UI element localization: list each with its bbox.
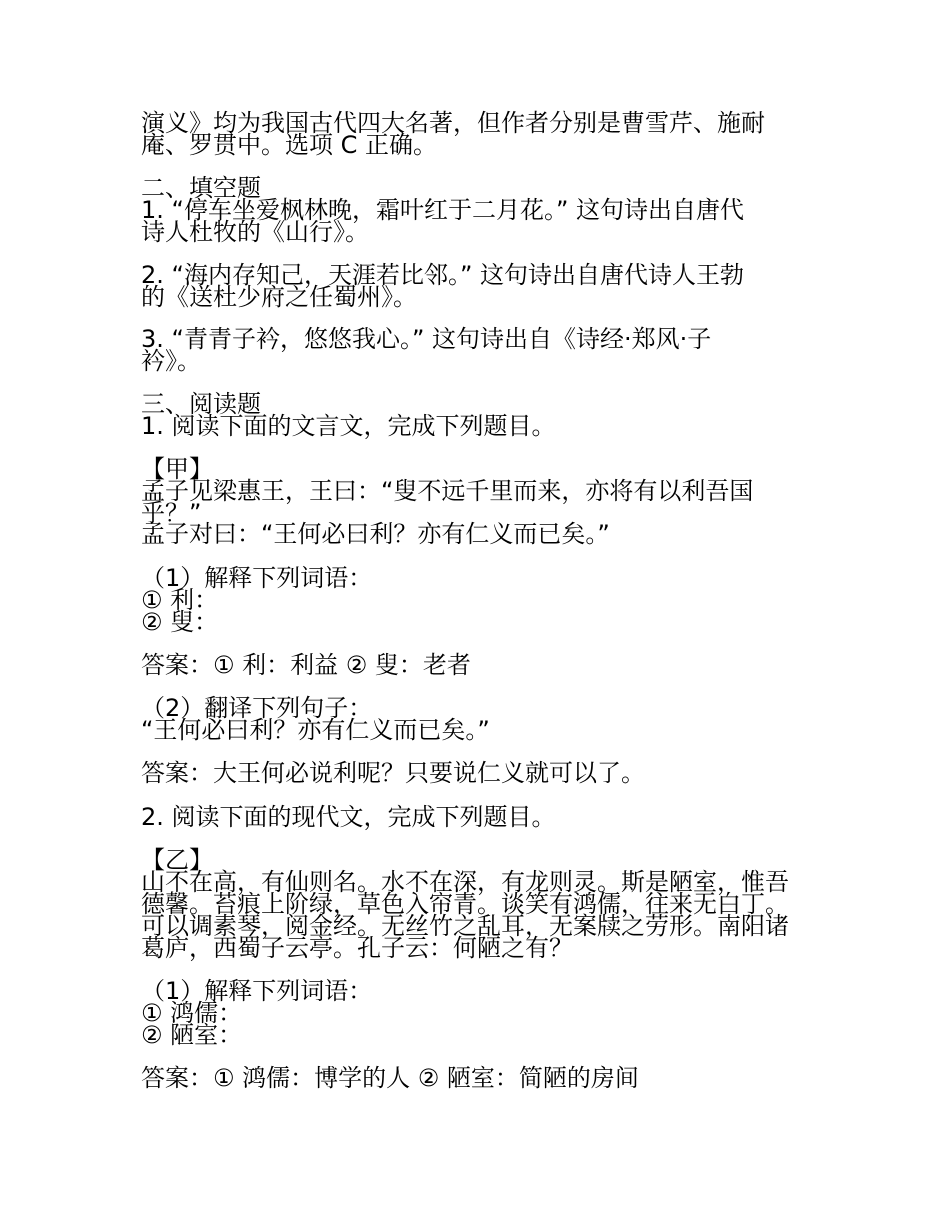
text-line: ① 利： bbox=[141, 586, 219, 614]
text-line: 乎？” bbox=[141, 499, 202, 527]
text-line: 庵、罗贯中。选项 C 正确。 bbox=[141, 131, 438, 159]
text-line: 1. “停车坐爱枫林晚，霜叶红于二月花。” 这句诗出自唐代 bbox=[141, 196, 745, 224]
answer-line: 答案：大王何必说利呢？只要说仁义就可以了。 bbox=[141, 759, 645, 787]
question-label: （2）翻译下列句子： bbox=[141, 694, 373, 722]
text-line: 2. 阅读下面的现代文，完成下列题目。 bbox=[141, 803, 556, 831]
text-line: 3. “青青子衿，悠悠我心。” 这句诗出自《诗经·郑风·子 bbox=[141, 325, 712, 353]
text-line: 诗人杜牧的《山行》。 bbox=[141, 218, 369, 246]
text-line: 的《送杜少府之任蜀州》。 bbox=[141, 283, 417, 311]
question-label: （1）解释下列词语： bbox=[141, 564, 373, 592]
section-heading-reading: 三、阅读题 bbox=[141, 390, 261, 418]
section-heading-fill-in: 二、填空题 bbox=[141, 174, 261, 202]
text-line: 2. “海内存知己，天涯若比邻。” 这句诗出自唐代诗人王勃 bbox=[141, 261, 745, 289]
text-line: 德馨。苔痕上阶绿，草色入帘青。谈笑有鸿儒，往来无白丁。 bbox=[141, 890, 789, 918]
text-line: 衿》。 bbox=[141, 347, 201, 375]
text-line: 孟子见梁惠王，王曰：“叟不远千里而来，亦将有以利吾国 bbox=[141, 477, 754, 505]
text-line: ② 陋室： bbox=[141, 1021, 243, 1049]
text-line: ② 叟： bbox=[141, 608, 219, 636]
text-line: 1. 阅读下面的文言文，完成下列题目。 bbox=[141, 412, 556, 440]
text-line: ① 鸿儒： bbox=[141, 999, 243, 1027]
text-line: 葛庐，西蜀子云亭。孔子云：何陋之有？ bbox=[141, 934, 573, 962]
text-line: 孟子对曰：“王何必曰利？亦有仁义而已矣。” bbox=[141, 520, 610, 548]
passage-label-yi: 【乙】 bbox=[141, 846, 213, 874]
answer-line: 答案：① 利：利益 ② 叟：老者 bbox=[141, 651, 471, 679]
text-line: 演义》均为我国古代四大名著，但作者分别是曹雪芹、施耐 bbox=[141, 109, 765, 137]
text-line: “王何必曰利？亦有仁义而已矣。” bbox=[141, 716, 490, 744]
question-label: （1）解释下列词语： bbox=[141, 977, 373, 1005]
passage-label-jia: 【甲】 bbox=[141, 455, 213, 483]
text-line: 可以调素琴，阅金经。无丝竹之乱耳，无案牍之劳形。南阳诸 bbox=[141, 912, 789, 940]
answer-line: 答案：① 鸿儒：博学的人 ② 陋室：简陋的房间 bbox=[141, 1064, 639, 1092]
text-line: 山不在高，有仙则名。水不在深，有龙则灵。斯是陋室，惟吾 bbox=[141, 868, 789, 896]
